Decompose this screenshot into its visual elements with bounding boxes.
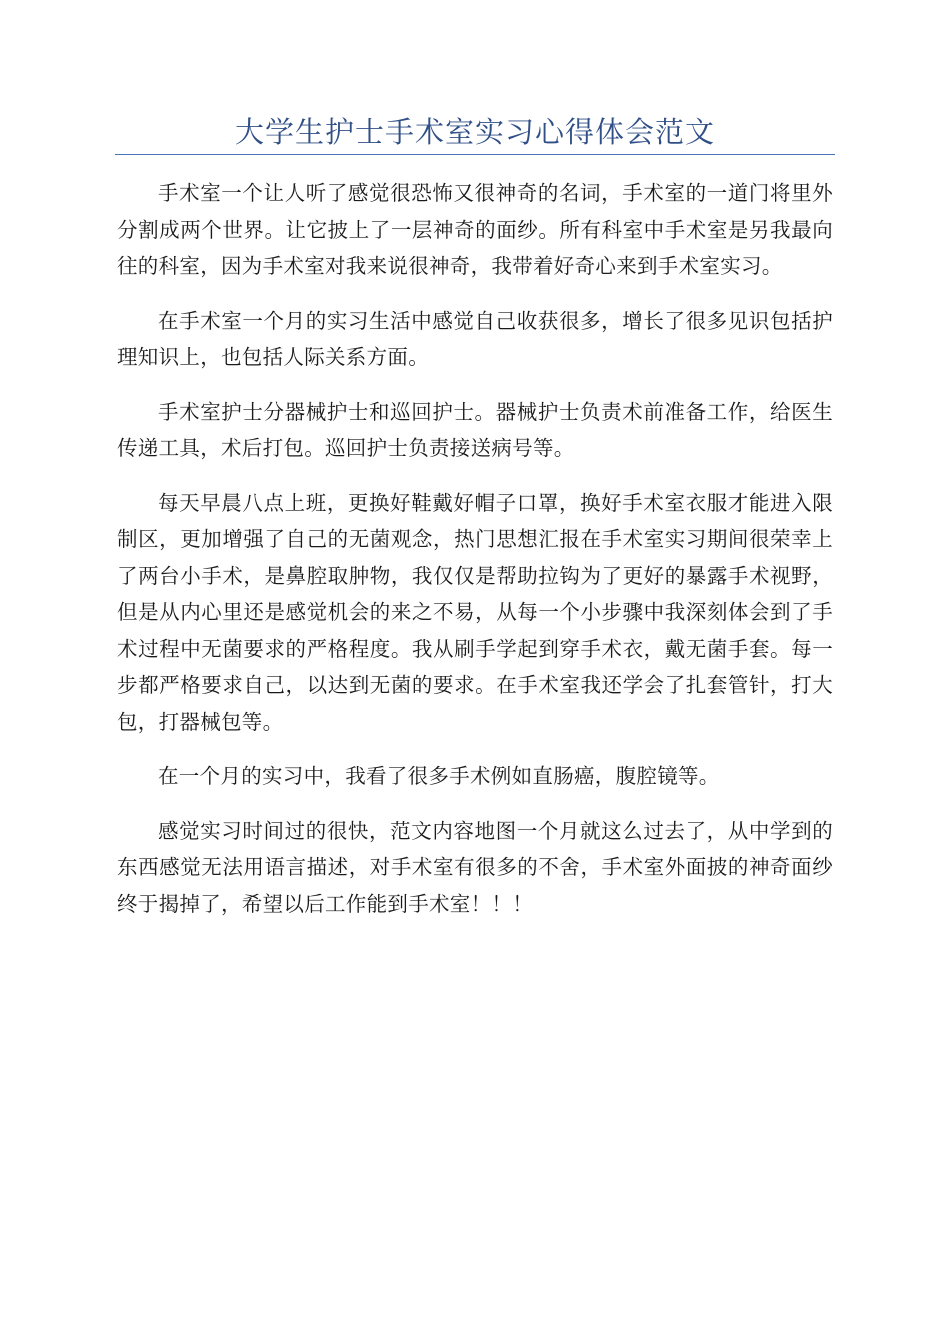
paragraph-2: 在手术室一个月的实习生活中感觉自己收获很多，增长了很多见识包括护理知识上，也包括人际关系方面。 (117, 308, 833, 369)
document-body (117, 175, 833, 940)
paragraph-4: 每天早晨八点上班，更换好鞋戴好帽子口罩，换好手术室衣服才能进入限制区，更加增强了自己的无菌观念，热门思想汇报在手术室实习期间很荣幸上了两台小手术，是鼻腔取肿物，我仅仅是帮助拉钩为了更好的暴露手术视野，但是从内心里还是感觉机会的来之不易，从每一个小步骤中我深刻体会到了手术过程中无菌要求的严格程度。我从刷手学起到穿手术衣，戴无菌手套。每一步都严格要求自己，以达到无菌的要求。在手术室我还学会了扎套管针，打大包，打器械包等。 (117, 490, 833, 734)
paragraph-5: 在一个月的实习中，我看了很多手术例如直肠癌，腹腔镜等。 (158, 764, 720, 788)
paragraph-1: 手术室一个让人听了感觉很恐怖又很神奇的名词，手术室的一道门将里外分割成两个世界。让它披上了一层神奇的面纱。所有科室中手术室是另我最向往的科室，因为手术室对我来说很神奇，我带着好奇心来到手术室实习。 (117, 181, 833, 278)
document-title: 大学生护士手术室实习心得体会范文 (234, 115, 715, 149)
paragraph-3: 手术室护士分器械护士和巡回护士。器械护士负责术前准备工作，给医生传递工具，术后打包。巡回护士负责接送病号等。 (117, 399, 833, 460)
title-underline (115, 154, 835, 155)
paragraph-6: 感觉实习时间过的很快，范文内容地图一个月就这么过去了，从中学到的东西感觉无法用语言描述，对手术室有很多的不舍，手术室外面披的神奇面纱终于揭掉了，希望以后工作能到手术室！！！ (117, 818, 833, 916)
